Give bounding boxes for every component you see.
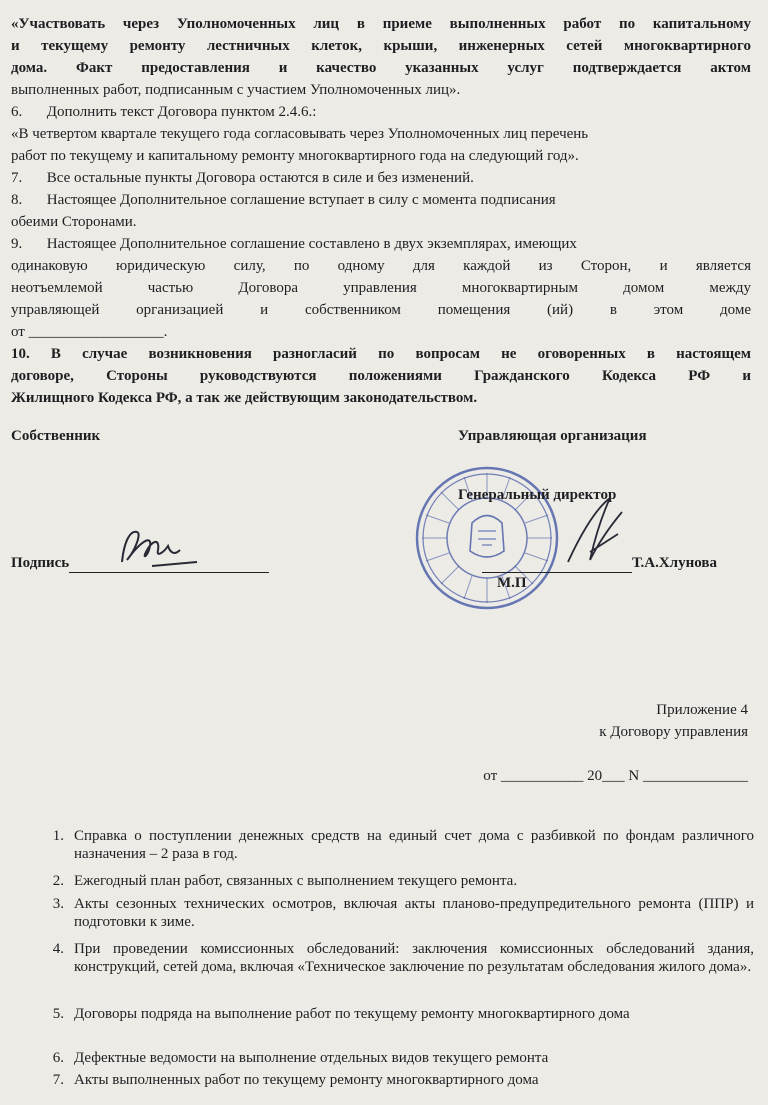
list-item (34, 1049, 754, 1067)
clause-7-number: 7. (11, 170, 23, 186)
mp-label: М.П (497, 575, 527, 591)
clause-5-line-3: дома. Факт предоставления и качество указанных услуг подтверждается актом (11, 60, 751, 76)
appendix-title: Приложение 4 (656, 702, 748, 718)
appendix-subtitle: к Договору управления (599, 724, 748, 740)
list-item-text: Справка о поступлении денежных средств на единый счет дома с разбивкой по фондам различного назначения – 2 раза в год. (74, 828, 754, 862)
list-item-number: 4. (52, 941, 64, 957)
clause-6-text: Дополнить текст Договора пунктом 2.4.6.: (46, 104, 317, 120)
clause-8-line-2: обеими Сторонами. (11, 214, 137, 230)
clause-9-line-4: управляющей организацией и собственником помещения (ий) в этом доме (11, 302, 751, 318)
list-item (34, 940, 754, 976)
list-item (34, 872, 754, 890)
owner-label: Собственник (11, 428, 101, 444)
clause-6 (11, 103, 751, 121)
clause-9-number: 9. (11, 236, 23, 252)
list-item-text: Дефектные ведомости на выполнение отдельных видов текущего ремонта (74, 1050, 549, 1066)
clause-5-line-2: и текущему ремонту лестничных клеток, крыши, инженерных сетей многоквартирного (11, 38, 751, 54)
clause-10-line-1: 10. В случае возникновения разногласий по вопросам не оговоренных в настоящем (11, 346, 751, 362)
clause-5-line-4: выполненных работ, подписанным с участием Уполномоченных лиц». (11, 82, 461, 98)
director-handwritten-signature (560, 490, 630, 570)
list-item-number: 6. (52, 1050, 64, 1066)
clause-9-line-1: Настоящее Дополнительное соглашение составлено в двух экземплярах, имеющих (46, 236, 577, 252)
list-item-number: 3. (52, 896, 64, 912)
director-name: Т.А.Хлунова (632, 555, 717, 571)
list-item-number: 1. (52, 828, 64, 844)
clause-9-line-3: неотъемлемой частью Договора управления многоквартирным домом между (11, 280, 751, 296)
list-item-text: При проведении комиссионных обследований: заключения комиссионных обследований здания, конструкций, сетей дома, включая «Техническое заключение по результатам обследования жилого дома». (74, 941, 754, 975)
list-item (34, 1005, 754, 1023)
list-item-number: 5. (52, 1006, 64, 1022)
clause-9 (11, 235, 751, 253)
clause-8 (11, 191, 751, 209)
list-item-number: 7. (52, 1072, 64, 1088)
clause-9-line-5: от __________________. (11, 324, 168, 340)
official-seal-stamp (412, 463, 562, 613)
clause-8-number: 8. (11, 192, 23, 208)
clause-7-text: Все остальные пункты Договора остаются в силе и без изменений. (46, 170, 474, 186)
list-item (34, 895, 754, 931)
list-item (34, 827, 754, 863)
clause-5-line-1: «Участвовать через Уполномоченных лиц в приеме выполненных работ по капитальному (11, 16, 751, 32)
clause-10-line-2: договоре, Стороны руководствуются положениями Гражданского Кодекса РФ и (11, 368, 751, 384)
clause-6-line-3: работ по текущему и капитальному ремонту многоквартирного года на следующий год». (11, 148, 579, 164)
signature-label: Подпись (11, 555, 70, 571)
director-label: Генеральный директор (458, 487, 617, 503)
clause-8-line-1: Настоящее Дополнительное соглашение вступает в силу с момента подписания (46, 192, 556, 208)
clause-6-number: 6. (11, 104, 23, 120)
list-item-text: Ежегодный план работ, связанных с выполнением текущего ремонта. (74, 873, 518, 889)
clause-6-line-2: «В четвертом квартале текущего года согласовывать через Уполномоченных лиц перечень (11, 126, 589, 142)
clause-9-line-2: одинаковую юридическую силу, по одному для каждой из Сторон, и является (11, 258, 751, 274)
list-item-text: Акты выполненных работ по текущему ремонту многоквартирного дома (74, 1072, 539, 1088)
clause-10-line-3: Жилищного Кодекса РФ, а так же действующим законодательством. (11, 390, 478, 406)
list-item (34, 1071, 754, 1089)
clause-7 (11, 169, 751, 187)
owner-handwritten-signature (112, 522, 212, 577)
appendix-date-line: от ___________ 20___ N ______________ (483, 768, 748, 784)
list-item-number: 2. (52, 873, 64, 889)
list-item-text: Акты сезонных технических осмотров, включая акты планово-предупредительного ремонта (ППР) и подготовки к зиме. (74, 896, 754, 930)
list-item-text: Договоры подряда на выполнение работ по текущему ремонту многоквартирного дома (74, 1006, 630, 1022)
org-label: Управляющая организация (458, 428, 647, 444)
